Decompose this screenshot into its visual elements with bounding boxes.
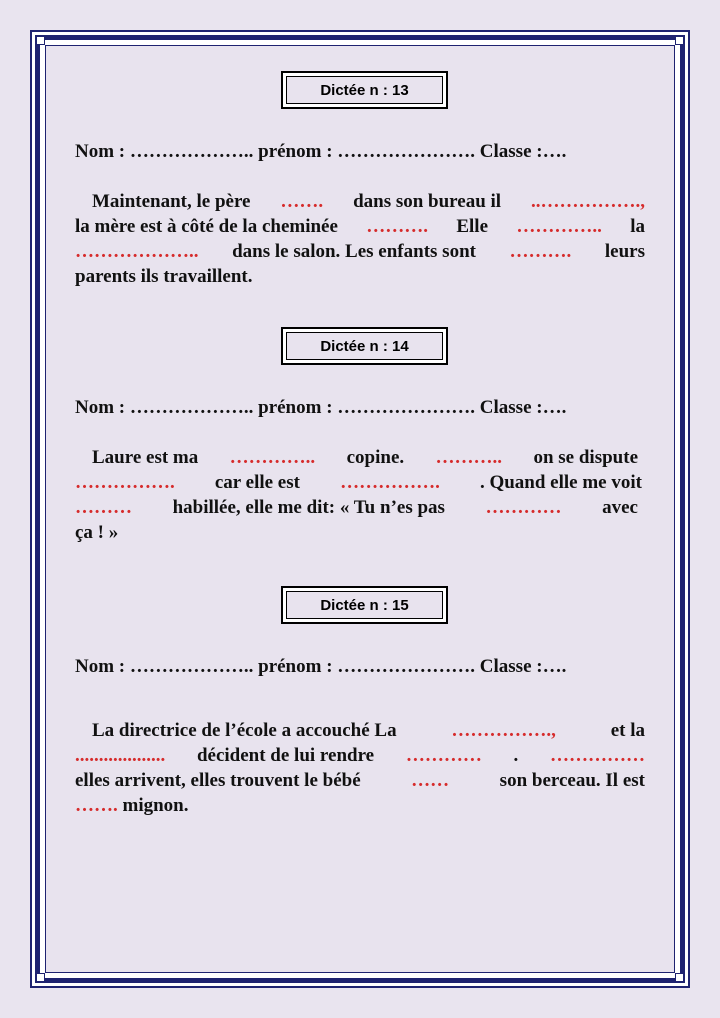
blank: ……………….. [75, 241, 199, 262]
corner-ornament [36, 973, 45, 982]
text: leurs [604, 241, 645, 262]
dictee-13-line-1 [92, 189, 645, 214]
corner-ornament [36, 36, 45, 45]
text: dans le salon. Les enfants sont [232, 241, 476, 262]
blank: ……… [75, 497, 132, 518]
dictee-13-title: Dictée n : 13 [286, 76, 443, 104]
blank: ………… [485, 497, 562, 518]
dictee-14-form-line: Nom : ……………….. prénom : …………………. Classe :…. [75, 397, 567, 418]
text: . [513, 745, 519, 766]
blank: ……. [280, 191, 324, 212]
text: . Quand elle me voit [479, 472, 642, 493]
text: mignon. [122, 795, 189, 816]
text: Laure est ma [92, 447, 199, 468]
text: décident de lui rendre [196, 745, 375, 766]
dictee-15-form-line: Nom : ……………….. prénom : …………………. Classe :…. [75, 656, 567, 677]
dictee-13-line-2 [75, 214, 645, 239]
blank: ……………. [75, 472, 175, 493]
dictee-14-title-box [281, 327, 448, 365]
blank: ………….. [229, 447, 316, 468]
text: la mère est à côté de la cheminée [75, 216, 338, 237]
text: ça ! » [75, 522, 119, 543]
dictee-15-line-3 [75, 768, 645, 793]
dictee-14-line-1 [92, 445, 638, 470]
dictee-14-line-2 [75, 470, 642, 495]
blank: ………. [366, 216, 429, 237]
dictee-13-title-box [281, 71, 448, 109]
blank: …… [411, 770, 450, 791]
text: copine. [346, 447, 405, 468]
blank: …………… [549, 745, 645, 766]
dictee-14-line-4 [75, 520, 645, 545]
text: parents ils travaillent. [75, 266, 253, 287]
dictee-14-title: Dictée n : 14 [286, 332, 443, 360]
dictee-13-form-line: Nom : ……………….. prénom : …………………. Classe :…. [75, 141, 567, 162]
blank: ..……………., [531, 191, 645, 212]
corner-ornament [675, 973, 684, 982]
dictee-15-title-box [281, 586, 448, 624]
dictee-15-title: Dictée n : 15 [286, 591, 443, 619]
dictee-13-line-4 [75, 264, 645, 289]
text: elles arrivent, elles trouvent le bébé [75, 770, 361, 791]
dictee-15-line-1 [92, 718, 645, 743]
blank: ……….. [435, 447, 503, 468]
blank: ……………., [451, 720, 556, 741]
blank: ………….. [516, 216, 602, 237]
text: Maintenant, le père [92, 191, 251, 212]
dictee-13-line-3 [75, 239, 645, 264]
blank: ……………. [340, 472, 440, 493]
dictee-14-line-3 [75, 495, 638, 520]
text: car elle est [214, 472, 300, 493]
text: son berceau. Il est [499, 770, 645, 791]
text: habillée, elle me dit: « Tu n’es pas [172, 497, 445, 518]
text: dans son bureau il [353, 191, 502, 212]
dictee-15-line-2 [75, 743, 645, 768]
text: La directrice de l’école a accouché La [92, 720, 397, 741]
text: la [630, 216, 645, 237]
dictee-15-line-4 [75, 793, 645, 818]
text: et la [610, 720, 645, 741]
text: Elle [456, 216, 489, 237]
blank: ................... [75, 745, 166, 766]
text: on se dispute [533, 447, 638, 468]
text: avec [602, 497, 638, 518]
blank: ……. [75, 795, 118, 816]
blank: ………… [405, 745, 482, 766]
corner-ornament [675, 36, 684, 45]
blank: ………. [509, 241, 572, 262]
